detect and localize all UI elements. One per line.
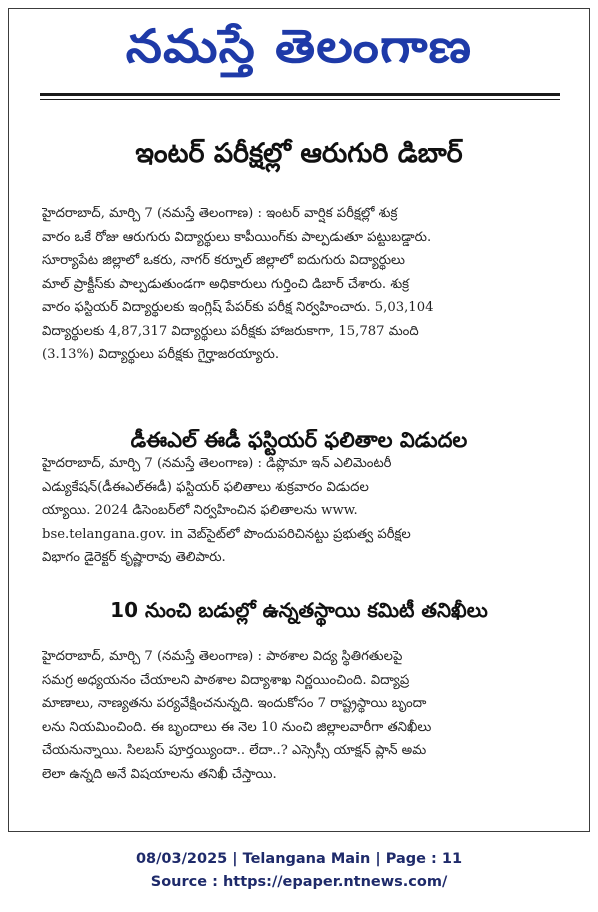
article-1-body: [42, 202, 562, 367]
newspaper-masthead: నమస్తే తెలంగాణ: [125, 19, 473, 73]
article-1-line: విద్యార్థులకు 4,87,317 విద్యార్థులు పరీక్షకు హాజరుకాగా, 15,787 మంది: [42, 323, 419, 339]
article-3-line: చేయనున్నాయి. సిలబస్ పూర్తయ్యిందా.. లేదా..? ఎస్సెస్సీ యాక్షన్ ప్లాన్ అమ: [42, 743, 427, 758]
article-2-line: హైదరాబాద్, మార్చి 7 (నమస్తే తెలంగాణ) : డిప్లొమా ఇన్ ఎలిమెంటరీ: [42, 456, 392, 471]
masthead-divider-thin: [40, 99, 560, 100]
article-1-line: సూర్యాపేట జిల్లాలో ఒకరు, నాగర్ కర్నూల్ జిల్లాలో ఐదుగురు విద్యార్థులు: [42, 253, 405, 268]
article-2-line: య్యాయి. 2024 డిసెంబర్‌లో నిర్వహించిన ఫలితాలను www.: [42, 503, 358, 518]
article-1-headline: ఇంటర్ పరీక్షల్లో ఆరుగురి డిబార్: [135, 138, 463, 169]
article-1-line: హైదరాబాద్, మార్చి 7 (నమస్తే తెలంగాణ) : ఇంటర్ వార్షిక పరీక్షల్లో శుక్ర: [42, 206, 398, 221]
publication-info: 08/03/2025 | Telangana Main | Page : 11: [135, 851, 463, 867]
article-1-line: వారం ఒకే రోజు ఆరుగురు విద్యార్థులు కాపీయింగ్‌కు పాల్పడుతూ పట్టుబడ్డారు.: [42, 229, 432, 245]
article-2-line: bse.telangana.gov. in వెబ్‌సైట్‌లో పొందుపరిచినట్టు ప్రభుత్వ పరీక్షల: [42, 526, 411, 542]
article-3-line: లను నియమించింది. ఈ బృందాలు ఈ నెల 10 నుంచి జిల్లాలవారీగా తనిఖీలు: [42, 719, 432, 735]
article-2-line: ఎడ్యుకేషన్(డీఈఎల్ఈడీ) ఫస్టియర్ ఫలితాలు శుక్రవారం విడుదల: [42, 479, 369, 495]
article-1-line: వారం ఫస్టియర్ విద్యార్థులకు ఇంగ్లిష్ పేపర్‌కు పరీక్ష నిర్వహించారు. 5,03,104: [42, 300, 434, 315]
article-3-headline: 10 నుంచి బడుల్లో ఉన్నతస్థాయి కమిటీ తనిఖీలు: [110, 598, 488, 622]
article-3-line: లెలా ఉన్నది అనే విషయాలను తనిఖీ చేస్తాయి.: [42, 766, 277, 782]
article-3-line: సమగ్ర అధ్యయనం చేయాలని పాఠశాల విద్యాశాఖ నిర్ణయించింది. విద్యాప్ర: [42, 672, 410, 688]
article-3-line: మాణాలు, నాణ్యతను పర్యవేక్షించనున్నది. ఇందుకోసం 7 రాష్ట్రస్థాయి బృందా: [42, 696, 427, 711]
article-2-headline: డీఈఎల్ ఈడీ ఫస్టియర్ ఫలితాల విడుదల: [130, 428, 468, 452]
article-1-line: మాల్ ప్రాక్టీస్‌కు పాల్పడుతుండగా అధికారులు గుర్తించి డిబార్ చేశారు. శుక్ర: [42, 276, 410, 292]
article-1-line: (3.13%) విద్యార్థులు పరీక్షకు గైర్హాజరయ్యారు.: [42, 347, 280, 362]
article-2-line: విభాగం డైరెక్టర్ కృష్ణారావు తెలిపారు.: [42, 550, 226, 565]
masthead-divider-thick: [40, 93, 560, 96]
article-3-line: హైదరాబాద్, మార్చి 7 (నమస్తే తెలంగాణ) : పాఠశాల విద్య స్థితిగతులపై: [42, 649, 403, 664]
source-link[interactable]: Source : https://epaper.ntnews.com/: [150, 874, 448, 890]
article-3-body: [42, 645, 562, 786]
article-2-body: [42, 452, 562, 570]
